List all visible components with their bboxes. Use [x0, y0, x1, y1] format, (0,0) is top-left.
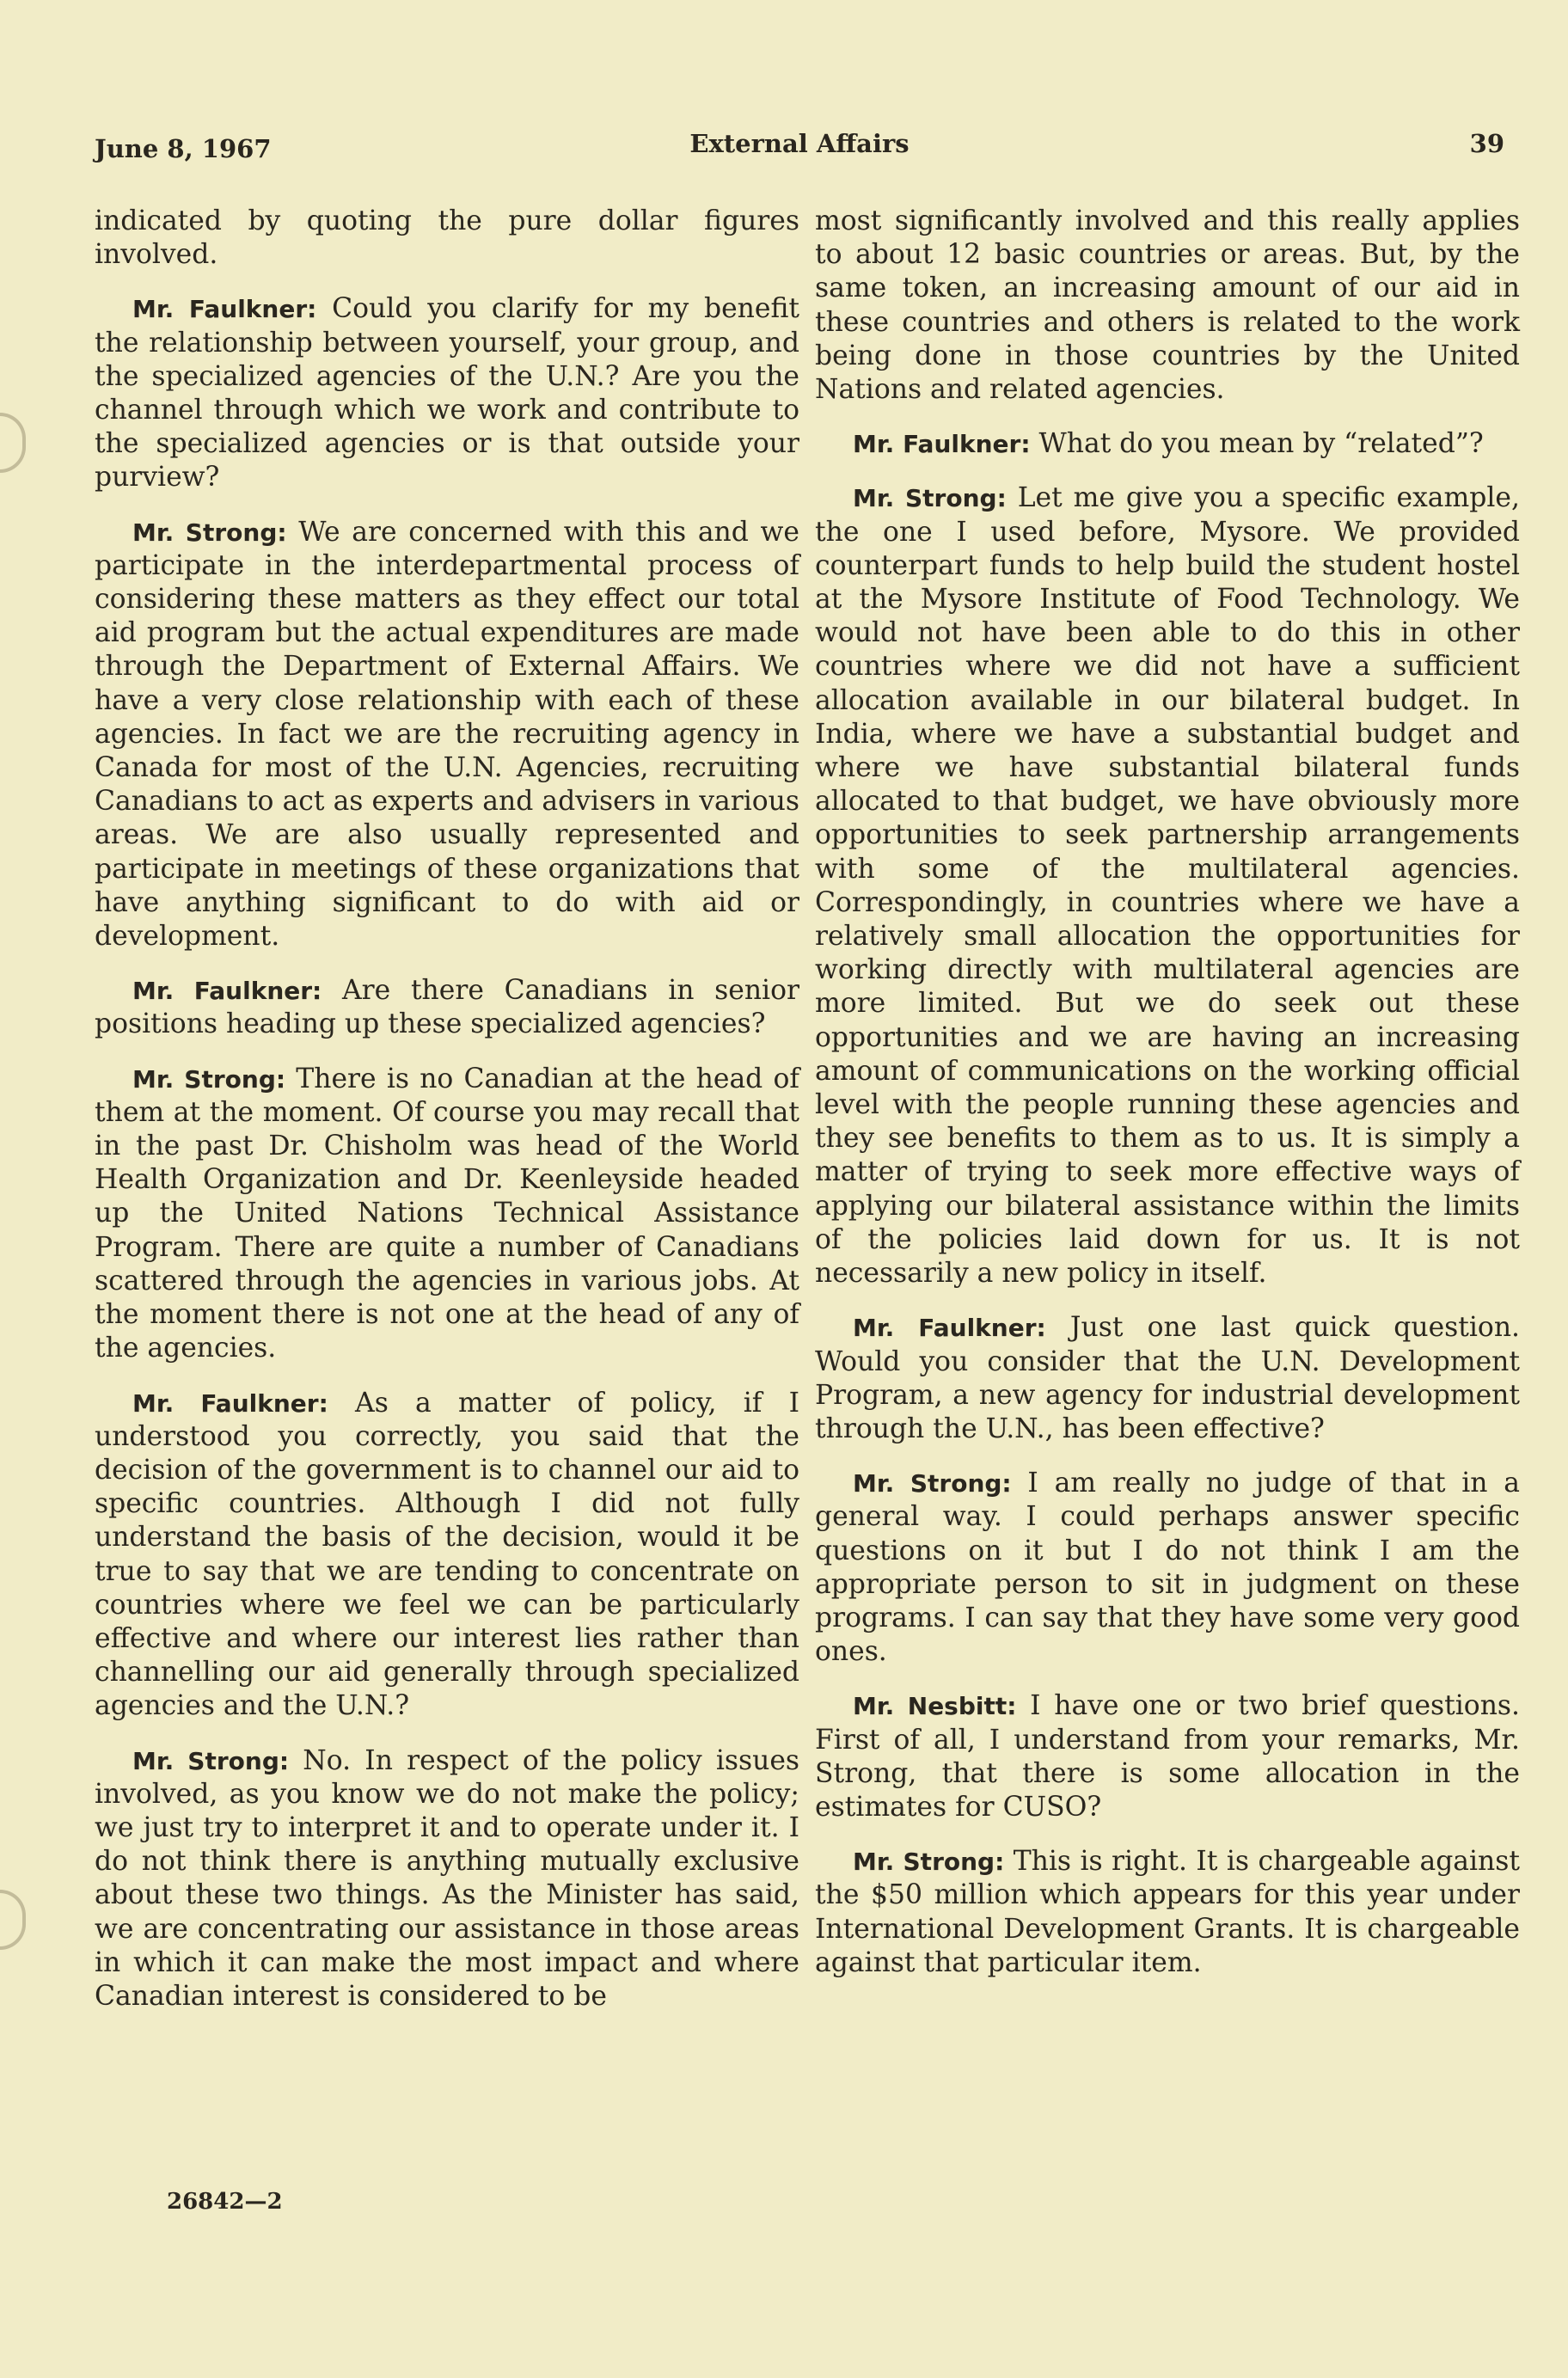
- paragraph-text: What do you mean by “related”?: [1038, 428, 1484, 460]
- speaker-name: Mr. Faulkner:: [132, 1388, 328, 1418]
- page-header: [95, 129, 1504, 172]
- speaker-name: Mr. Strong:: [132, 1064, 286, 1094]
- paragraph: [95, 1744, 799, 2014]
- speaker-name: Mr. Faulkner:: [132, 295, 317, 324]
- paragraph-text: Let me give you a specific example, the one I used before, Mysore. We provided counterpart funds to help build the student hostel at the Mysore Institute of Food Technology. We would not have been able to do this in other countries where we did not have a sufficient allocation available in our bilateral budget. In India, where we have a substantial budget and where we have substantial bilateral funds allocated to that budget, we have obviously more opportunities to seek partnership arrangements with some of the multilateral agencies. Correspondingly, in countries where we have a relatively small allocation the opportunities for working directly with multilateral agencies are more limited. But we do seek out these opportunities and we are having an increasing amount of communications on the working official level with the people running these agencies and they see benefits to them as to us. It is simply a matter of trying to seek more effective ways of applying our bilateral assistance within the limits of the policies laid down for us. It is not necessarily a new policy in itself.: [815, 482, 1520, 1290]
- paragraph: [815, 1311, 1520, 1446]
- paragraph: [95, 974, 799, 1041]
- speaker-name: Mr. Faulkner:: [853, 1314, 1046, 1343]
- paragraph: [95, 516, 799, 954]
- paragraph: [815, 1845, 1520, 1980]
- page-number: 39: [1469, 129, 1504, 158]
- right-column: [815, 205, 1520, 2001]
- paragraph-text: No. In respect of the policy issues involved, as you know we do not make the policy; we just try to interpret it and to operate under it. I do not think there is anything mutually exclusive about these two things. As the Minister has said, we are concentrating our assistance in those areas in which it can make the most impact and where Canadian interest is considered to be: [95, 1744, 799, 2012]
- speaker-name: Mr. Strong:: [853, 484, 1007, 513]
- paragraph: [95, 292, 799, 494]
- paragraph-text: most significantly involved and this really applies to about 12 basic countries or areas. But, by the same token, an increasing amount of our aid in these countries and others is related to the work being done in those countries by the United Nations and related agencies.: [815, 205, 1520, 406]
- punch-hole-mark: [0, 413, 26, 473]
- paragraph-text: There is no Canadian at the head of them at the moment. Of course you may recall that in the past Dr. Chisholm was head of the World Health Organization and Dr. Keenleyside headed up the United Nations Technical Assistance Program. There are quite a number of Canadians scattered through the agencies in various jobs. At the moment there is not one at the head of any of the agencies.: [95, 1063, 799, 1364]
- speaker-name: Mr. Faulkner:: [132, 977, 322, 1006]
- paragraph: [815, 1689, 1520, 1824]
- left-column: [95, 205, 799, 2034]
- paragraph: [815, 1467, 1520, 1669]
- paragraph: [95, 205, 799, 272]
- paragraph-text: Could you clarify for my benefit the relationship between yourself, your group, and the specialized agencies of the U.N.? Are you the channel through which we work and contribute to the specialized agencies or is that outside your purview?: [95, 293, 799, 493]
- paragraph-text: We are concerned with this and we participate in the interdepartmental process of considering these matters as they effect our total aid program but the actual expenditures are made through the Department of External Affairs. We have a very close relationship with each of these agencies. In fact we are the recruiting agency in Canada for most of the U.N. Agencies, recruiting Canadians to act as experts and advisers in various areas. We are also usually represented and participate in meetings of these organizations that have anything significant to do with aid or development.: [95, 516, 799, 953]
- paragraph-text: I am really no judge of that in a general way. I could perhaps answer specific questions on it but I do not think I am the appropriate person to sit in judgment on these programs. I can say that they have some very good ones.: [815, 1468, 1521, 1668]
- speaker-name: Mr. Strong:: [132, 518, 287, 547]
- paragraph: [95, 1063, 799, 1366]
- speaker-name: Mr. Strong:: [853, 1848, 1005, 1877]
- speaker-name: Mr. Faulkner:: [853, 430, 1031, 459]
- paragraph-text: Are there Canadians in senior positions heading up these specialized agencies?: [95, 975, 799, 1040]
- speaker-name: Mr. Strong:: [132, 1746, 290, 1775]
- paragraph-text: As a matter of policy, if I understood you correctly, you said that the decision of the government is to channel our aid to specific countries. Although I did not fully understand the basis of the decision, would it be true to say that we are tending to concentrate on countries where we feel we can be particularly effective and where our interest lies rather than channelling our aid generally through specialized agencies and the U.N.?: [95, 1387, 799, 1722]
- paragraph: [815, 481, 1520, 1290]
- speaker-name: Mr. Strong:: [853, 1469, 1012, 1499]
- header-date: June 8, 1967: [95, 134, 272, 163]
- paragraph: [815, 427, 1520, 461]
- paragraph-text: indicated by quoting the pure dollar figures involved.: [95, 205, 799, 271]
- footer-code: 26842—2: [167, 2189, 283, 2215]
- header-title: External Affairs: [689, 129, 910, 158]
- paragraph-text: Just one last quick question. Would you consider that the U.N. Development Program, a new agency for industrial development through the U.N., has been effective?: [815, 1312, 1521, 1444]
- paragraph-text: This is right. It is chargeable against the $50 million which appears for this year under International Development Grants. It is chargeable against that particular item.: [815, 1846, 1520, 1978]
- paragraph: [95, 1387, 799, 1724]
- speaker-name: Mr. Nesbitt:: [853, 1692, 1017, 1721]
- punch-hole-mark: [0, 1890, 26, 1950]
- paragraph-text: I have one or two brief questions. First of all, I understand from your remarks, Mr. Strong, that there is some allocation in the estimates for CUSO?: [815, 1690, 1521, 1823]
- paragraph: [815, 205, 1520, 407]
